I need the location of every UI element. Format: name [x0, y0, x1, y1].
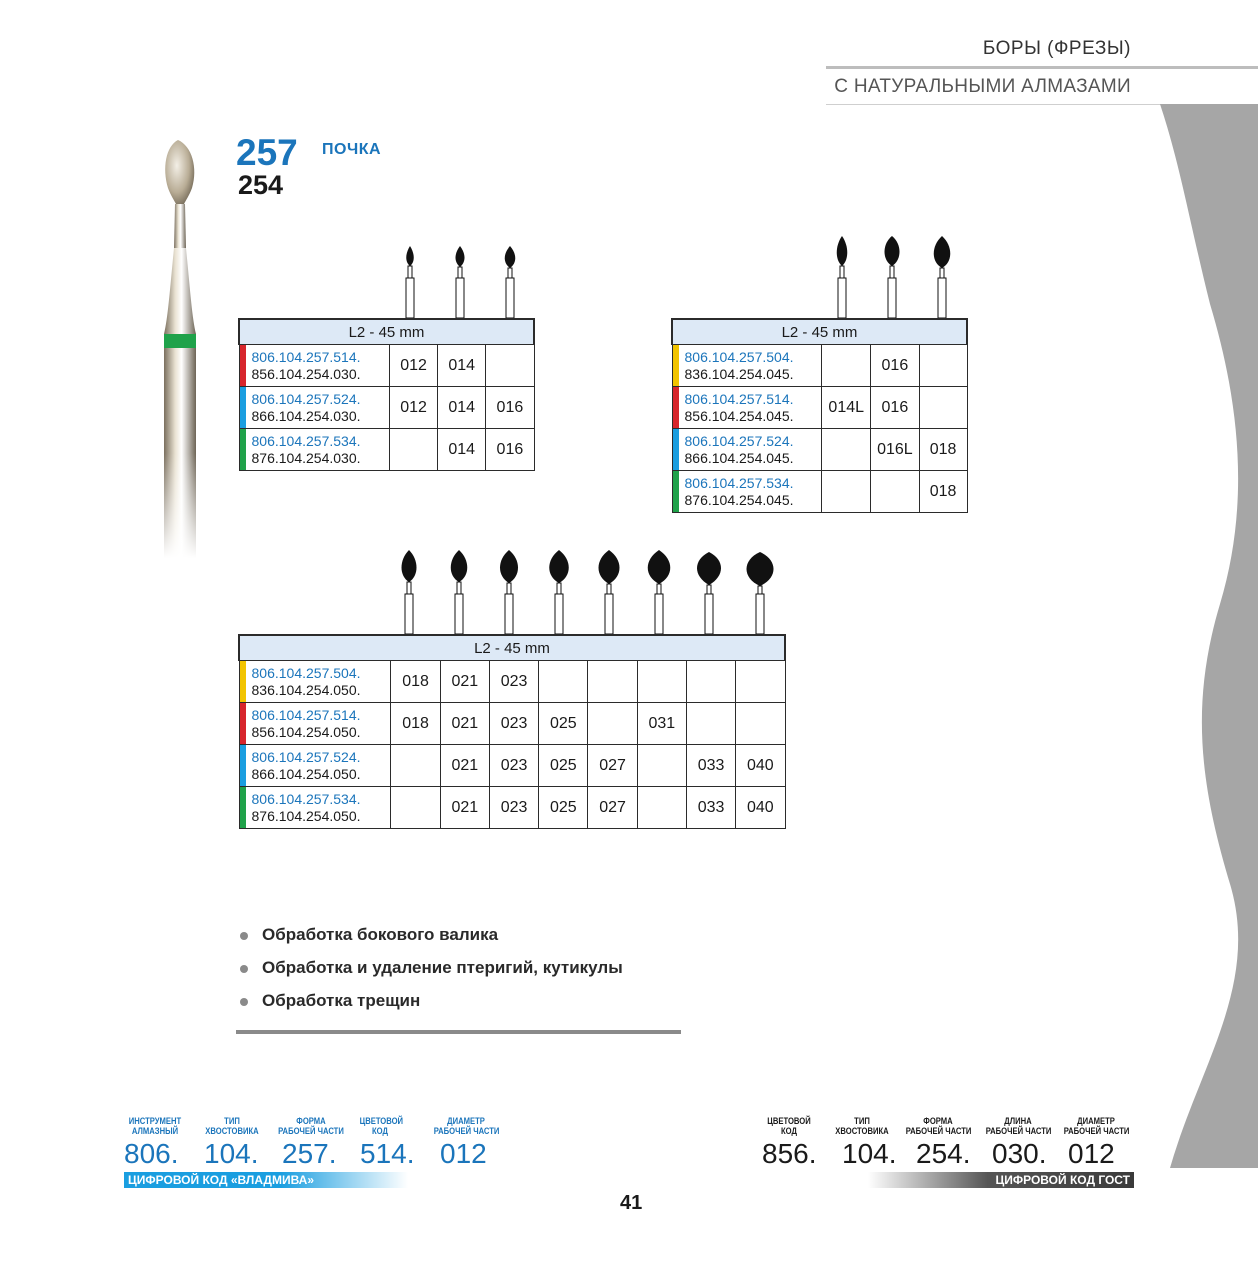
size-cell — [637, 745, 686, 787]
list-item: Обработка и удаление птеригий, кутикулы — [240, 955, 623, 988]
product-code-sub: 254 — [238, 170, 284, 200]
code-cell: 806.104.257.534. 876.104.254.030. — [239, 429, 389, 471]
table-row — [672, 471, 967, 513]
code-cell: 806.104.257.524. 866.104.254.050. — [239, 745, 391, 787]
section-title: БОРЫ (ФРЕЗЫ) — [982, 38, 1131, 59]
size-cell: 014 — [438, 345, 486, 387]
size-table-1 — [238, 318, 535, 471]
bullet-icon — [240, 998, 248, 1006]
code-cell: 806.104.257.524. 866.104.254.045. — [672, 429, 822, 471]
legend-value: 104. — [842, 1138, 897, 1169]
bur-icons-table-1 — [385, 238, 535, 320]
table-row — [672, 387, 967, 429]
size-cell: 023 — [489, 745, 538, 787]
legend-value: 254. — [916, 1138, 971, 1169]
size-cell — [919, 345, 967, 387]
table-row — [239, 387, 534, 429]
legend-label: ЦВЕТОВОЙ КОД — [359, 1116, 404, 1136]
list-item: Обработка бокового валика — [240, 922, 623, 955]
bur-icon-medium — [885, 236, 900, 318]
legend-label: ТИП ХВОСТОВИКА — [835, 1116, 889, 1136]
code-cell: 806.104.257.534. 876.104.254.050. — [239, 787, 391, 829]
bur-photo — [140, 138, 220, 558]
size-cell: 016 — [486, 387, 534, 429]
code-cell: 806.104.257.504. 836.104.254.050. — [239, 661, 391, 703]
size-cell — [637, 661, 686, 703]
size-cell: 014L — [822, 387, 871, 429]
side-wave-decoration — [1160, 104, 1258, 1168]
size-cell: 025 — [539, 703, 588, 745]
legend-band: ЦИФРОВОЙ КОД «ВЛАДМИВА» — [124, 1172, 408, 1188]
size-cell: 021 — [440, 703, 489, 745]
legend-vladmiva-diameter — [428, 1112, 508, 1172]
size-cell: 016 — [871, 387, 920, 429]
size-cell — [822, 429, 871, 471]
size-cell: 040 — [736, 787, 785, 829]
size-cell: 016L — [871, 429, 920, 471]
legend-value: 104. — [204, 1138, 259, 1169]
legend-vladmiva — [124, 1112, 424, 1188]
bullet-icon — [240, 932, 248, 940]
table-row — [239, 661, 785, 703]
size-table-3 — [238, 634, 786, 829]
table-row — [672, 429, 967, 471]
code-cell: 806.104.257.514. 856.104.254.050. — [239, 703, 391, 745]
size-cell — [391, 787, 440, 829]
bur-icon-large — [599, 550, 620, 634]
size-cell — [822, 345, 871, 387]
legend-label: ТИП ХВОСТОВИКА — [205, 1116, 259, 1136]
legend-gost — [762, 1112, 1134, 1188]
size-cell — [486, 345, 534, 387]
size-cell: 027 — [588, 787, 637, 829]
table-row — [239, 429, 534, 471]
bur-icon-medium — [934, 236, 951, 318]
legend-value: 514. — [360, 1138, 415, 1169]
table-row — [672, 345, 967, 387]
legend-label: ДИАМЕТР РАБОЧЕЙ ЧАСТИ — [433, 1116, 500, 1136]
product-code-main: 257 — [236, 132, 298, 173]
size-cell: 025 — [539, 787, 588, 829]
list-divider — [236, 1030, 681, 1034]
size-cell: 027 — [588, 745, 637, 787]
legend-label: ФОРМА РАБОЧЕЙ ЧАСТИ — [278, 1116, 344, 1136]
size-cell: 018 — [919, 429, 967, 471]
size-cell: 021 — [440, 661, 489, 703]
size-cell: 021 — [440, 787, 489, 829]
size-cell: 018 — [391, 661, 440, 703]
size-cell — [686, 661, 735, 703]
code-cell: 806.104.257.534. 876.104.254.045. — [672, 471, 822, 513]
legend-band: ЦИФРОВОЙ КОД ГОСТ — [868, 1172, 1134, 1188]
bur-icon-large — [747, 552, 774, 634]
size-cell — [686, 703, 735, 745]
size-cell — [389, 429, 437, 471]
bur-icon-small — [406, 246, 414, 318]
size-cell: 021 — [440, 745, 489, 787]
table-row — [239, 787, 785, 829]
bur-icon-large — [648, 550, 671, 634]
size-cell: 016 — [486, 429, 534, 471]
legend-label: ДЛИНА РАБОЧЕЙ ЧАСТИ — [985, 1116, 1052, 1136]
bur-icon-large — [549, 550, 569, 634]
size-cell: 033 — [686, 787, 735, 829]
legend-label: ДИАМЕТР РАБОЧЕЙ ЧАСТИ — [1063, 1116, 1130, 1136]
shape-name: ПОЧКА — [322, 141, 382, 158]
bur-icon-large — [697, 552, 721, 634]
bullet-icon — [240, 965, 248, 973]
size-table-2 — [671, 318, 968, 513]
table-header: L2 - 45 mm — [239, 319, 534, 345]
size-cell: 018 — [919, 471, 967, 513]
bur-icon-small — [505, 246, 516, 318]
legend-label: ИНСТРУМЕНТ АЛМАЗНЫЙ — [128, 1116, 182, 1136]
page-number: 41 — [620, 1192, 643, 1214]
table-header: L2 - 45 mm — [672, 319, 967, 345]
table-row — [239, 703, 785, 745]
size-cell: 025 — [539, 745, 588, 787]
size-cell — [539, 661, 588, 703]
size-cell: 040 — [736, 745, 785, 787]
bur-icon-small — [456, 246, 465, 318]
size-cell — [588, 703, 637, 745]
size-cell: 012 — [389, 387, 437, 429]
table-row — [239, 745, 785, 787]
size-cell: 014 — [438, 429, 486, 471]
size-cell: 016 — [871, 345, 920, 387]
size-cell: 018 — [391, 703, 440, 745]
section-subtitle: С НАТУРАЛЬНЫМИ АЛМАЗАМИ — [834, 76, 1131, 97]
table-row — [239, 345, 534, 387]
header-divider — [826, 66, 1258, 69]
size-cell — [919, 387, 967, 429]
list-item: Обработка трещин — [240, 988, 623, 1021]
bur-icon-large — [500, 550, 518, 634]
legend-value: 012 — [440, 1138, 487, 1169]
size-cell: 023 — [489, 787, 538, 829]
size-cell: 014 — [438, 387, 486, 429]
size-cell: 023 — [489, 661, 538, 703]
legend-value: 012 — [1068, 1138, 1115, 1169]
legend-label: ЦВЕТОВОЙ КОД — [767, 1116, 811, 1136]
size-cell: 012 — [389, 345, 437, 387]
size-cell — [637, 787, 686, 829]
size-cell: 023 — [489, 703, 538, 745]
size-cell — [736, 661, 785, 703]
legend-label: ФОРМА РАБОЧЕЙ ЧАСТИ — [905, 1116, 972, 1136]
size-cell — [736, 703, 785, 745]
legend-value: 806. — [124, 1138, 179, 1169]
size-cell: 031 — [637, 703, 686, 745]
code-cell: 806.104.257.514. 856.104.254.045. — [672, 387, 822, 429]
bur-icons-table-2 — [817, 230, 967, 320]
code-cell: 806.104.257.514. 856.104.254.030. — [239, 345, 389, 387]
bur-icon-large — [402, 550, 417, 634]
legend-value: 257. — [282, 1138, 337, 1169]
size-cell: 033 — [686, 745, 735, 787]
bur-icon-large — [451, 550, 468, 634]
code-cell: 806.104.257.524. 866.104.254.030. — [239, 387, 389, 429]
bur-icon-medium — [837, 236, 848, 318]
size-cell — [391, 745, 440, 787]
size-cell — [822, 471, 871, 513]
bur-icons-table-3 — [384, 546, 786, 636]
size-cell — [588, 661, 637, 703]
code-cell: 806.104.257.504. 836.104.254.045. — [672, 345, 822, 387]
size-cell — [871, 471, 920, 513]
legend-value: 030. — [992, 1138, 1047, 1169]
usage-list — [240, 922, 623, 1021]
table-header: L2 - 45 mm — [239, 635, 785, 661]
legend-value: 856. — [762, 1138, 817, 1169]
